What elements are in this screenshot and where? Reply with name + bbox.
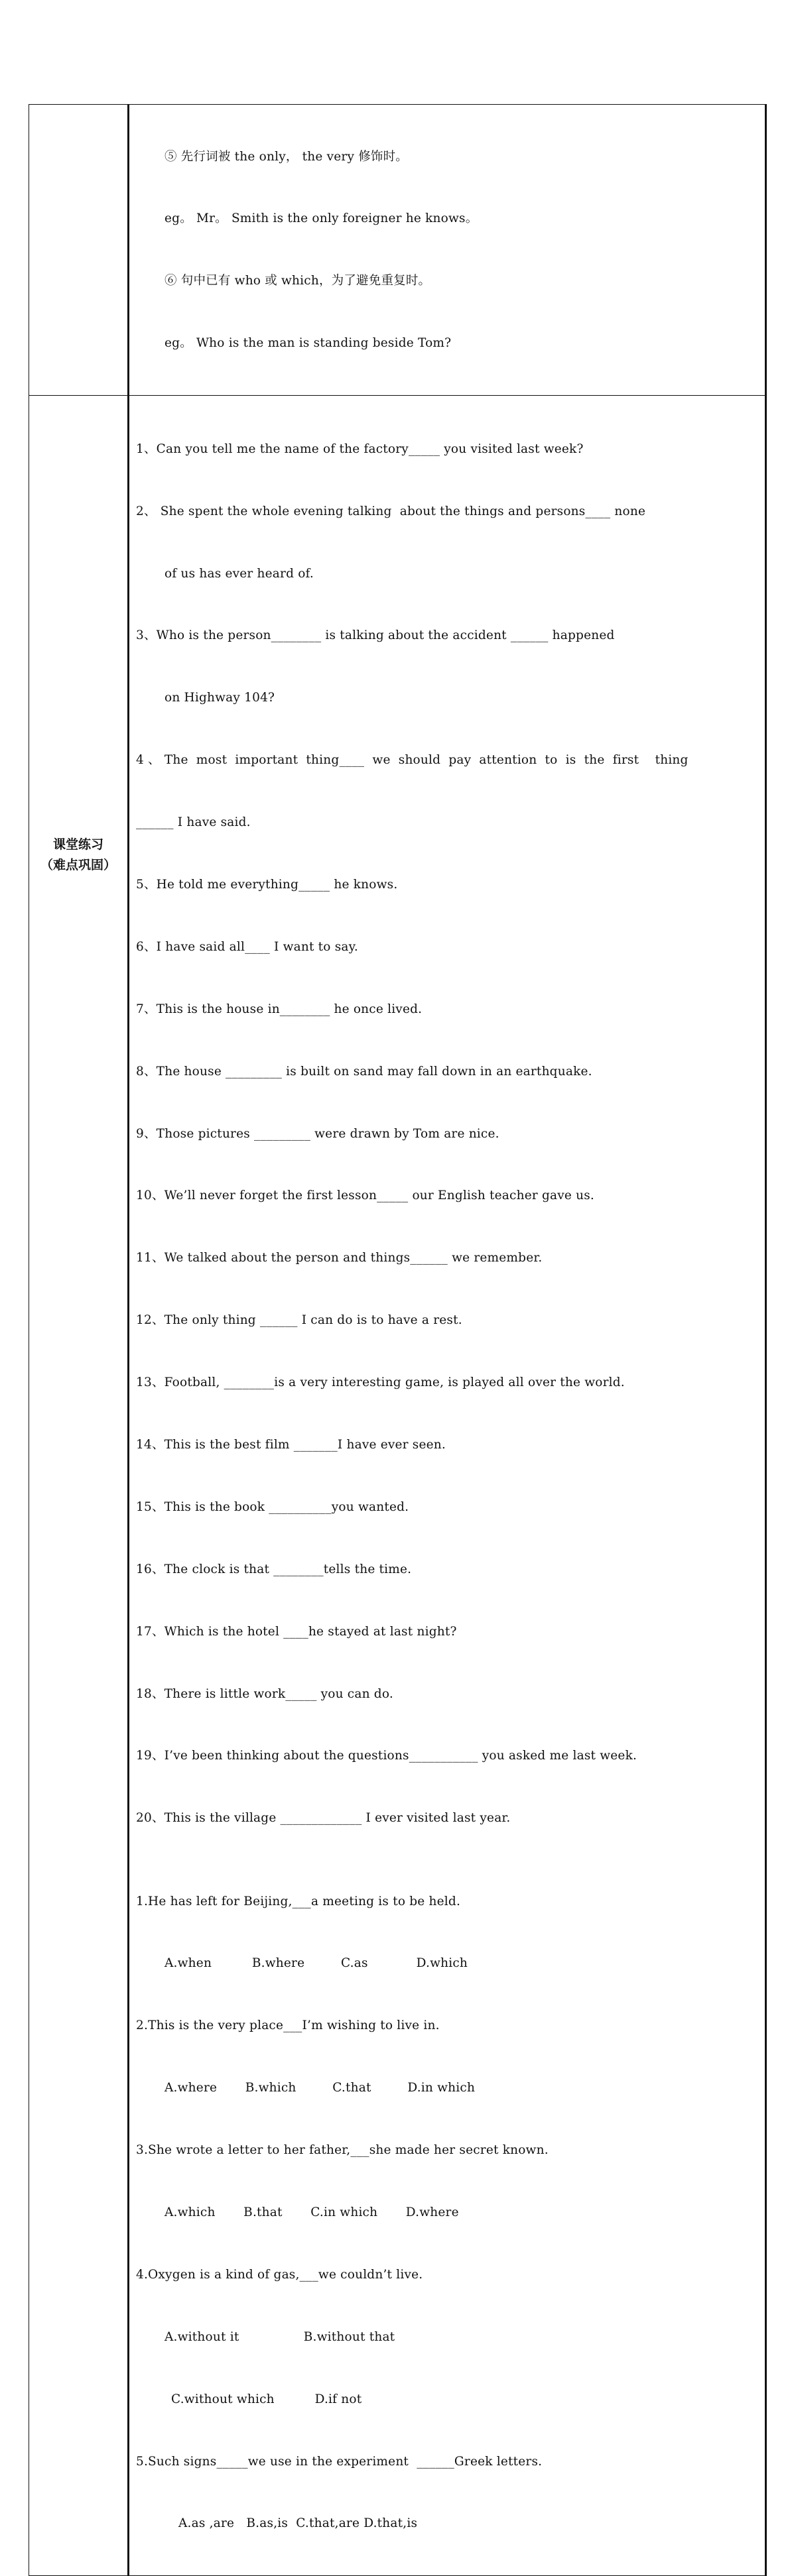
question-line: 6、I have said all____ I want to say. — [136, 939, 358, 954]
question-line: 9、Those pictures _________ were drawn by Tom are nice. — [136, 1126, 499, 1141]
question-line: 11、We talked about the person and things______ we remember. — [136, 1251, 543, 1265]
choice-options: A.without it B.without that — [165, 2329, 395, 2344]
question-line: 8、The house _________ is built on sand may fall down in an earthquake. — [136, 1064, 592, 1079]
question-line: 10、We’ll never forget the first lesson_____ our English teacher gave us. — [136, 1189, 595, 1203]
question-line: 5、He told me everything_____ he knows. — [136, 877, 398, 892]
choice-question: 3.She wrote a letter to her father,___she made her secret known. — [136, 2143, 549, 2158]
question-line: 2、 She spent the whole evening talking about the things and persons____ none — [136, 504, 646, 518]
document-sheet — [29, 104, 765, 2576]
choice-options: C.without which D.if not — [171, 2392, 362, 2406]
question-line: 4 、 The most important thing____ we should pay attention to is the first thing — [136, 753, 689, 768]
choice-question: 1.He has left for Beijing,___a meeting is to be held. — [136, 1894, 461, 1908]
choice-question: 2.This is the very place___I’m wishing to live in. — [136, 2019, 440, 2033]
exercise-table — [29, 104, 767, 2576]
question-line: 14、This is the best film _______I have ever seen. — [136, 1438, 446, 1452]
practice-label-cell — [29, 396, 129, 2576]
note-line: eg。 Who is the man is standing beside Tom? — [165, 336, 452, 351]
choice-options: A.when B.where C.as D.which — [165, 1956, 468, 1971]
section-label-line1: 课堂练习 — [52, 837, 103, 852]
question-line: 20、This is the village _____________ I ever visited last year. — [136, 1811, 511, 1826]
choice-options: A.as ,are B.as,is C.that,are D.that,is — [178, 2516, 418, 2531]
note-line: ⑤ 先行词被 the only， the very 修饰时。 — [165, 149, 408, 164]
question-line: 12、The only thing ______ I can do is to have a rest. — [136, 1313, 462, 1328]
question-line: on Highway 104? — [165, 691, 275, 705]
question-line: 16、The clock is that ________tells the time. — [136, 1562, 412, 1576]
question-line: 17、Which is the hotel ____he stayed at last night? — [136, 1624, 457, 1639]
question-line: 13、Football, ________is a very interesting game, is played all over the world. — [136, 1376, 625, 1390]
question-line: 15、This is the book __________you wanted. — [136, 1499, 409, 1514]
section-label-line2: （难点巩固） — [40, 858, 116, 873]
choice-options: A.where B.which C.that D.in which — [165, 2081, 476, 2095]
note-line: ⑥ 句中已有 who 或 which，为了避免重复时。 — [165, 274, 431, 288]
question-line: ______ I have said. — [136, 815, 251, 830]
notes-content-cell — [129, 105, 766, 396]
note-line: eg。 Mr。 Smith is the only foreigner he knows。 — [165, 211, 478, 226]
section-label — [29, 835, 127, 876]
question-line: of us has ever heard of. — [165, 566, 314, 581]
notes-label-cell — [29, 105, 129, 396]
choice-question: 5.Such signs_____we use in the experiment ______Greek letters. — [136, 2454, 543, 2469]
question-line: 1、Can you tell me the name of the factory_____ you visited last week? — [136, 441, 584, 456]
practice-row — [29, 396, 766, 2576]
choice-options: A.which B.that C.in which D.where — [165, 2205, 459, 2219]
question-line: 19、I’ve been thinking about the questions___________ you asked me last week. — [136, 1749, 637, 1763]
question-line: 7、This is the house in________ he once lived. — [136, 1002, 423, 1016]
practice-content-cell — [129, 396, 766, 2576]
choice-question: 4.Oxygen is a kind of gas,___we couldn’t live. — [136, 2267, 423, 2282]
question-line: 18、There is little work_____ you can do. — [136, 1686, 393, 1701]
question-line: 3、Who is the person________ is talking about the accident ______ happened — [136, 628, 615, 643]
notes-row — [29, 105, 766, 396]
